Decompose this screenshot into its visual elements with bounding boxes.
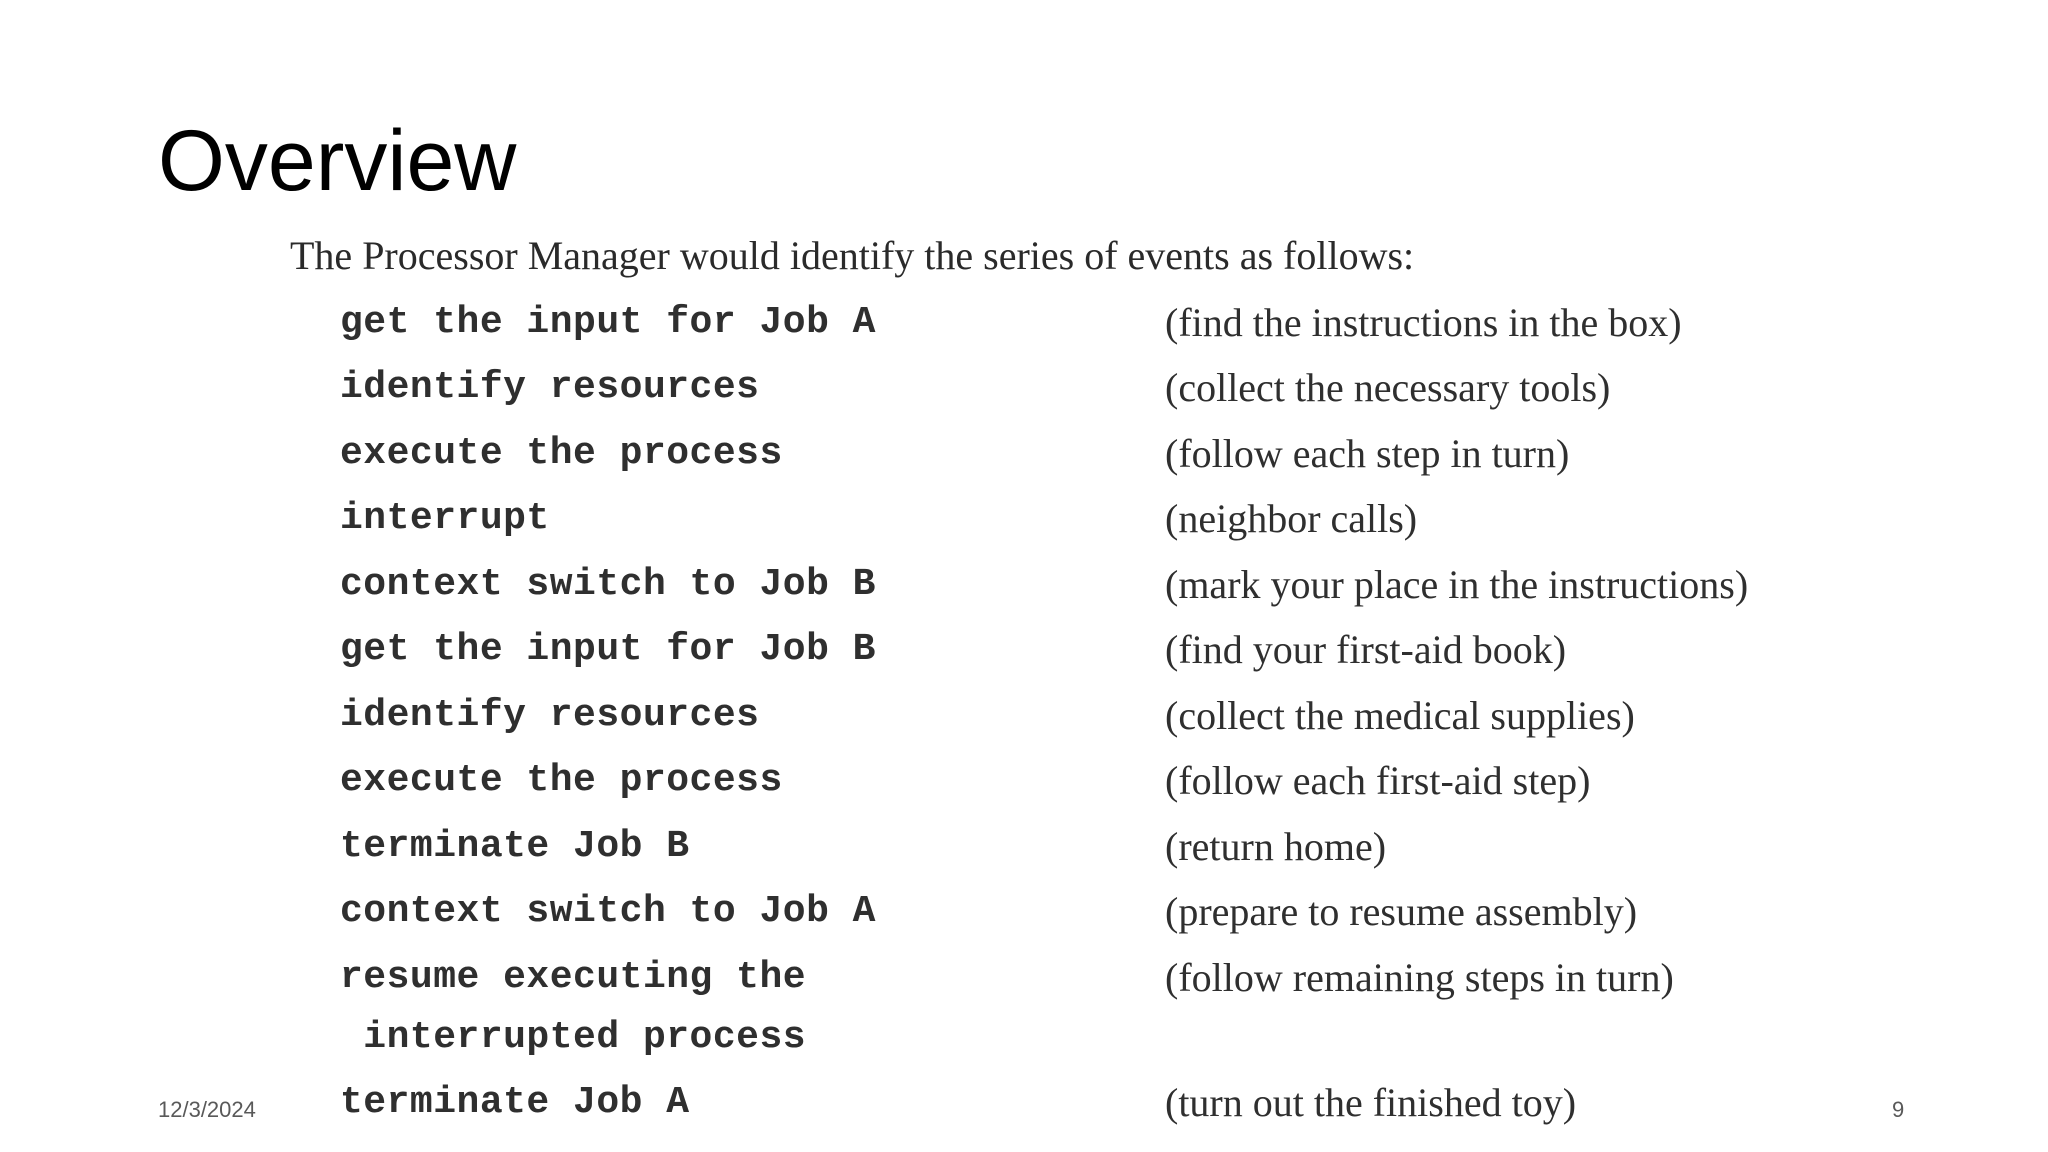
intro-text: The Processor Manager would identify the series of events as follows: — [290, 233, 1415, 278]
event-analogy: (prepare to resume assembly) — [1165, 889, 1638, 934]
event-step: context switch to Job A — [340, 890, 876, 933]
event-analogy: (neighbor calls) — [1165, 496, 1418, 541]
event-analogy: (find your first-aid book) — [1165, 627, 1567, 672]
event-step: execute the process — [340, 759, 783, 802]
event-analogy: (find the instructions in the box) — [1165, 300, 1682, 345]
event-step: identify resources — [340, 694, 760, 737]
event-analogy: (follow each first-aid step) — [1165, 758, 1591, 803]
event-step: interrupt — [340, 497, 550, 540]
event-analogy: (return home) — [1165, 824, 1387, 869]
event-step: execute the process — [340, 432, 783, 475]
slide-title: Overview — [158, 113, 517, 209]
event-step: resume executing the interrupted process — [340, 956, 807, 1059]
footer-date: 12/3/2024 — [158, 1097, 256, 1122]
event-analogy: (turn out the finished toy) — [1165, 1080, 1577, 1125]
event-step: terminate Job B — [340, 825, 690, 868]
event-step: get the input for Job A — [340, 301, 876, 344]
event-step: terminate Job A — [340, 1081, 690, 1124]
event-analogy: (collect the medical supplies) — [1165, 693, 1635, 738]
event-step: get the input for Job B — [340, 628, 876, 671]
event-step: identify resources — [340, 366, 760, 409]
event-analogy: (follow remaining steps in turn) — [1165, 955, 1674, 1000]
footer-page-number: 9 — [1892, 1097, 1905, 1122]
event-analogy: (follow each step in turn) — [1165, 431, 1570, 476]
event-analogy: (mark your place in the instructions) — [1165, 562, 1749, 607]
event-step: context switch to Job B — [340, 563, 876, 606]
event-analogy: (collect the necessary tools) — [1165, 365, 1611, 410]
